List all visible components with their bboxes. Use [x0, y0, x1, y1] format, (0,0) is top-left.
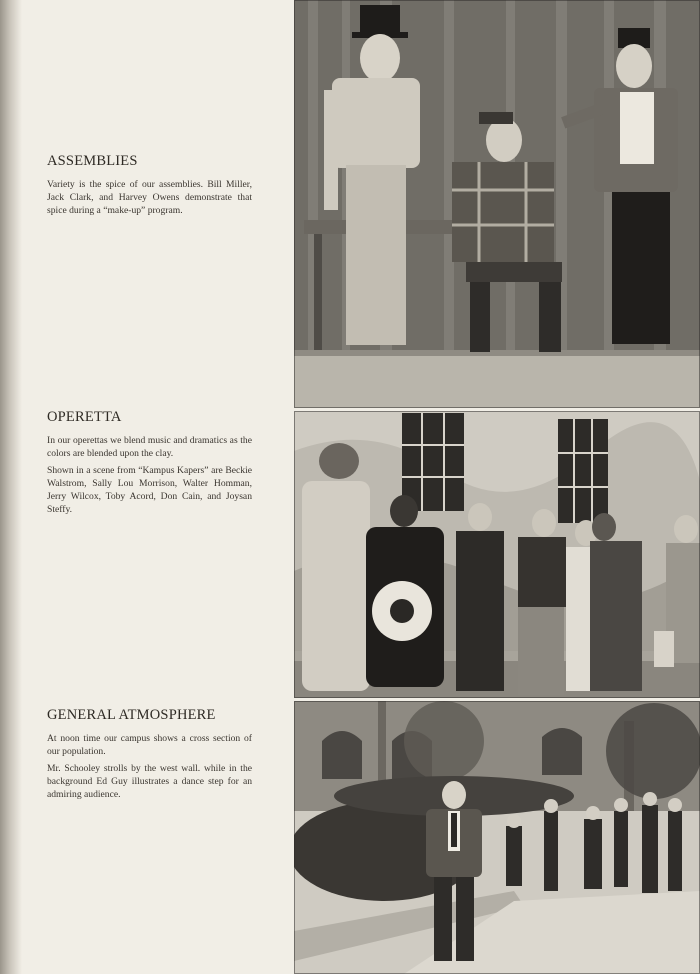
assemblies-caption: Variety is the spice of our assemblies. Bill Miller, Jack Clark, and Harvey Owens demonstrate that spice during a “make-up” program. [47, 179, 252, 216]
operetta-caption-1: In our operettas we blend music and dramatics as the colors are blended upon the clay. [47, 435, 252, 459]
general-atmosphere-section [47, 707, 252, 805]
assemblies-photo [294, 0, 700, 408]
page-gutter-shadow [0, 0, 22, 974]
general-atmosphere-heading: GENERAL ATMOSPHERE [47, 707, 216, 723]
assemblies-heading: ASSEMBLIES [47, 153, 138, 169]
operetta-section [47, 409, 252, 520]
operetta-caption-2: Shown in a scene from “Kampus Kapers” are Beckie Walstrom, Sally Lou Morrison, Walter Homman, Jerry Wilcox, Toby Acord, Don Cain, and Joysan Steffy. [47, 465, 252, 515]
general-atmosphere-caption-2: Mr. Schooley strolls by the west wall. while in the background Ed Guy illustrates a dance step for an admiring audience. [47, 763, 252, 800]
general-atmosphere-photo [294, 701, 700, 974]
operetta-heading: OPERETTA [47, 409, 122, 425]
operetta-photo [294, 411, 700, 698]
general-atmosphere-caption-1: At noon time our campus shows a cross section of our population. [47, 733, 252, 757]
assemblies-section [47, 153, 252, 221]
